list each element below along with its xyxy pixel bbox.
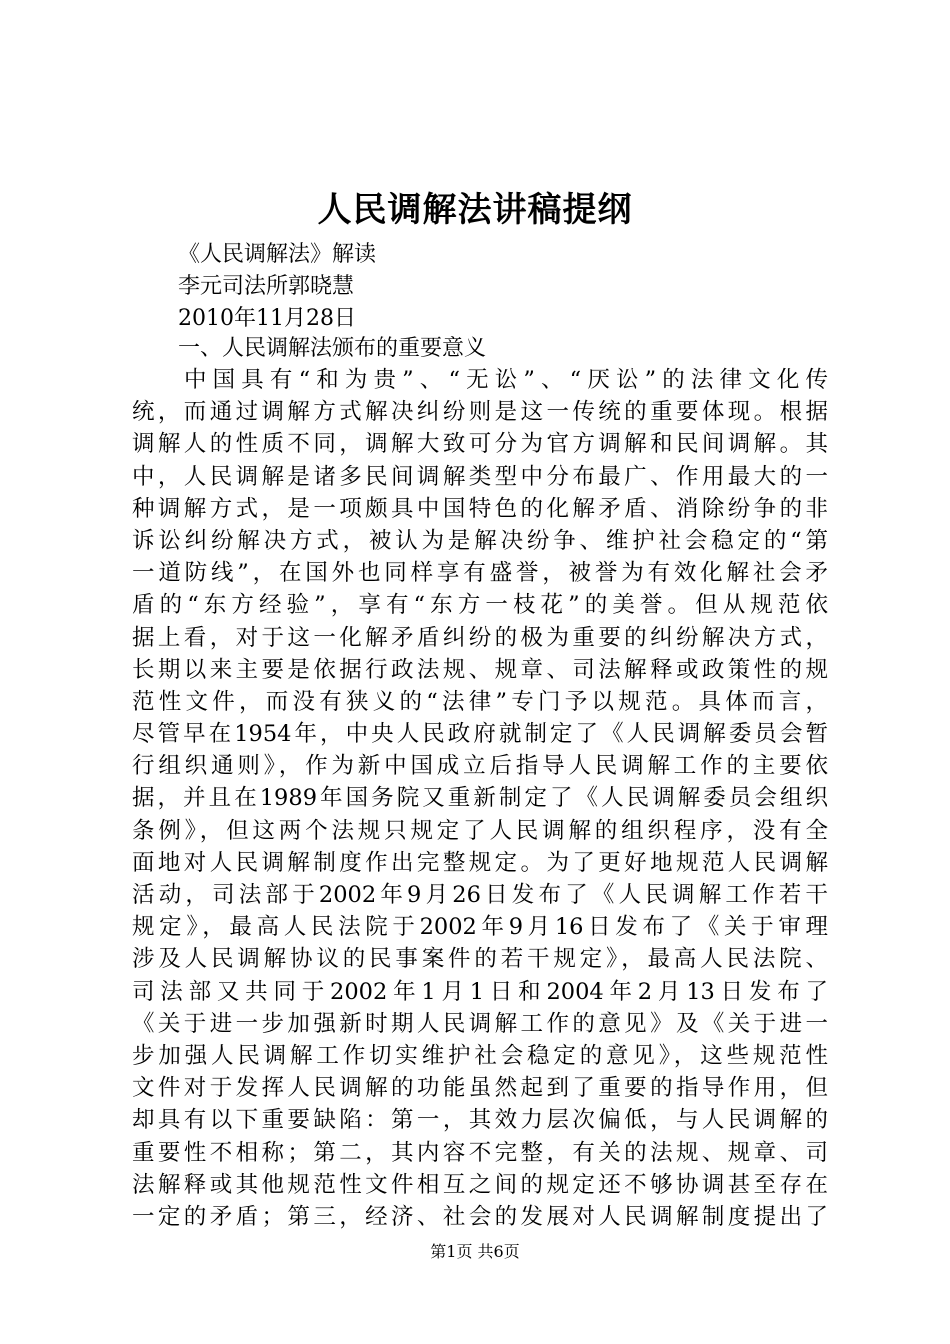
paragraph-line: 步加强人民调解工作切实维护社会稳定的意见》，这些规范性 — [132, 1042, 828, 1069]
paragraph-line: 调解人的性质不同，调解大致可分为官方调解和民间调解。其 — [132, 431, 828, 458]
paragraph-line: 尽管早在1954年，中央人民政府就制定了《人民调解委员会暂 — [132, 721, 828, 748]
paragraph-line: 重要性不相称；第二，其内容不完整，有关的法规、规章、司 — [132, 1139, 828, 1166]
paragraph-line: 行组织通则》，作为新中国成立后指导人民调解工作的主要依 — [132, 753, 828, 780]
paragraph-line: 一定的矛盾；第三，经济、社会的发展对人民调解制度提出了 — [132, 1203, 828, 1230]
paragraph-line: 中，人民调解是诸多民间调解类型中分布最广、作用最大的一 — [132, 463, 828, 490]
paragraph-line: 长期以来主要是依据行政法规、规章、司法解释或政策性的规 — [132, 656, 828, 683]
paragraph-line: 一道防线”，在国外也同样享有盛誉，被誉为有效化解社会矛 — [132, 560, 828, 587]
paragraph-line: 种调解方式，是一项颇具中国特色的化解矛盾、消除纷争的非 — [132, 495, 828, 522]
paragraph-line: 诉讼纠纷解决方式，被认为是解决纷争、维护社会稳定的“第 — [132, 527, 828, 554]
paragraph-line: 司法部又共同于2002年1月1日和2004年2月13日发布了 — [132, 978, 828, 1005]
paragraph-line: 据，并且在1989年国务院又重新制定了《人民调解委员会组织 — [132, 785, 828, 812]
document-date: 2010年11月28日 — [178, 306, 356, 331]
paragraph-line: 统，而通过调解方式解决纠纷则是这一传统的重要体现。根据 — [132, 399, 828, 426]
paragraph-line: 面地对人民调解制度作出完整规定。为了更好地规范人民调解 — [132, 849, 828, 876]
paragraph-line: 文件对于发挥人民调解的功能虽然起到了重要的指导作用，但 — [132, 1075, 828, 1102]
paragraph-line: 法解释或其他规范性文件相互之间的规定还不够协调甚至存在 — [132, 1171, 828, 1198]
document-subtitle: 《人民调解法》解读 — [178, 242, 377, 267]
paragraph-line: 范性文件，而没有狭义的“法律”专门予以规范。具体而言， — [132, 688, 828, 715]
paragraph-line: 条例》，但这两个法规只规定了人民调解的组织程序，没有全 — [132, 817, 828, 844]
paragraph-line: 活动，司法部于2002年9月26日发布了《人民调解工作若干 — [132, 882, 828, 908]
paragraph-line: 规定》，最高人民法院于2002年9月16日发布了《关于审理 — [132, 914, 828, 941]
paragraph-line: 《关于进一步加强新时期人民调解工作的意见》及《关于进一 — [132, 1010, 828, 1037]
body-paragraph — [132, 364, 828, 1233]
document-author: 李元司法所郭晓慧 — [178, 274, 355, 299]
page-number-footer: 第1页 共6页 — [430, 1242, 520, 1261]
section-heading: 一、人民调解法颁布的重要意义 — [178, 336, 487, 361]
paragraph-line: 涉及人民调解协议的民事案件的若干规定》，最高人民法院、 — [132, 946, 828, 973]
paragraph-line: 据上看，对于这一化解矛盾纠纷的极为重要的纠纷解决方式， — [132, 624, 828, 651]
paragraph-line: 却具有以下重要缺陷：第一，其效力层次偏低，与人民调解的 — [132, 1107, 828, 1134]
document-title: 人民调解法讲稿提纲 — [317, 190, 633, 230]
paragraph-line: 盾的“东方经验”，享有“东方一枝花”的美誉。但从规范依 — [132, 592, 828, 619]
paragraph-line: 中国具有“和为贵”、“无讼”、“厌讼”的法律文化传 — [184, 367, 828, 393]
